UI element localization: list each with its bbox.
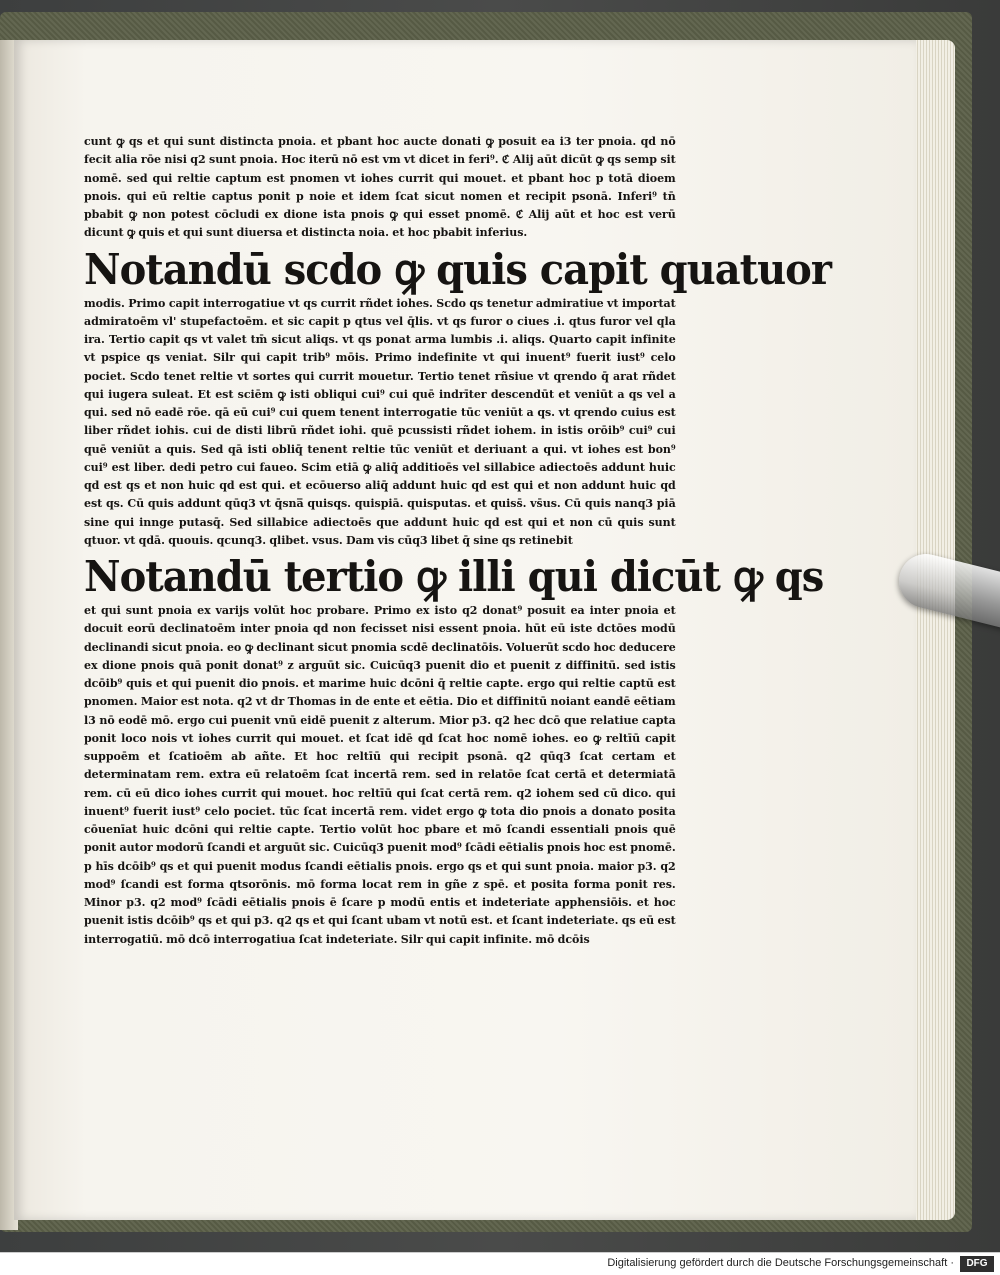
heading-notandum-tertio: Notandū tertio ꝙ illi qui dicūt ꝙ qs: [84, 551, 824, 602]
book-page: [14, 40, 916, 1220]
paragraph-tertio: et qui sunt pnoia ex varijs volūt hoc probare. Primo ex isto q2 donat⁹ posuit ea inter pnoia et docuit eorū declinatoēm inter pnoia qd non fecisset nisi essent pnoia. hūt eū iste dctōes modū declinandi sicut pnoia. eo ꝙ declinant sicut pnomia scdē declinatōis. Voluerūt scdo hoc deducere ex dione pnois quā ponit donat⁹ z arguūt sic. Cuicūq3 puenit dio et puenit z diffinitū. sed istis dcōib⁹ quis et qui puenit dio pnois. et marime huic dcōni q̄ reltie capte. ergo qui reltie captū est pnomen. Maior est nota. q2 vt dr Thomas in de ente et eētia. Dio et diffinitū noiant eandē eētiam l3 nō eodē mō. ergo cui puenit vnū eidē puenit z alterum. Mior p3. q2 hec dcō que relatiue capta ponit loco nois vt iohes currit qui mouet. et ſcat idē qd ſcat hoc nomē iohes. eo ꝙ reltīū capit suppoēm et ſcatioēm ab añte. Et hoc reltīū qui recipit psonā. q2 qūq3 ſcat certam et determinatam rem. extra eū relatoēm ſcat incertā rem. sed in relatōe ſcat certā et determiatā rem. cū eū dico iohes currit qui mouet. hoc reltīū qui ſcat certā rem. q2 iohem sed cū dico. qui inuent⁹ fuerit iust⁹ celo pociet. tūc ſcat incertā rem. videt ergo ꝙ tota dio pnois a donato posita cōuenīat huic dcōni qui reltie capte. Tertio volūt hoc pbare et mō ſcandi essentiali pnois quē ponit autor modorū ſcandi et arguūt sic. Cuicūq3 puenit mod⁹ ſcādi eētialis pnois hoc est pnomē. p hīs dcōib⁹ qs et qui puenit modus ſcandi eētialis pnois. ergo qs et qui sunt pnoia. maior p3. q2 mod⁹ ſcandi est forma qtsorōnis. mō forma locat rem in gñe z spē. et posita forma ponit res. Minor p3. q2 mod⁹ ſcādi eētialis pnois ē ſcare p modū entis et indeteriate apphensiōis. et hoc puenit istis dcōib⁹ qs et qui p3. q2 qs et qui ſcant ubam vt notū est. et ſcant indeteriate. qs eū est interrogatiū. mō dcō interrogatiua ſcat indeteriate. Silr qui capit infinite. mō dcōis: [84, 603, 676, 946]
text-block: [84, 132, 831, 948]
intro-paragraph: cunt ꝙ qs et qui sunt distincta pnoia. et pbant hoc aucte donati ꝙ posuit ea i3 ter pnoia. qd nō fecit alia rōe nisi q2 sunt pnoia. Hoc iterū nō est vm vt dicet in feri⁹. ℭ Alij aūt dicūt ꝙ qs semp sit nomē. sed qui reltie captum est pnomen vt iohes currit qui mouet. et pbant hoc p totā dioem pnois. qui eū reltie captus ponit p noie et idem ſcat sicut nomen et recipit psonā. Inferi⁹ tn̄ pbabit ꝙ non potest cōcludi ex dione ista pnois ꝙ qui esset pnomē. ℭ Alij aūt et hoc est verū dicunt ꝙ quis et qui sunt diuersa et distincta noia. et hoc pbabit inferius.: [84, 134, 676, 240]
funding-credit: Digitalisierung gefördert durch die Deutsche Forschungsgemeinschaft ·: [607, 1257, 954, 1269]
dfg-logo: DFG: [960, 1256, 994, 1272]
paragraph-secundo: modis. Primo capit interrogatiue vt qs currit rñdet iohes. Scdo qs tenetur admiratiue vt importat admiratoēm vl' stupefactoēm. et sic capit p qtus vel q̄lis. vt qs furor o ciues .i. qtus furor vel qla ira. Tertio capit qs vt valet tm̄ sicut aliqs. vt qs ponat arma lumbis .i. aliqs. Quarto capit infinite vt pspice qs veniat. Silr qui capit trib⁹ mōis. Primo indefinite vt qui inuent⁹ fuerit iust⁹ celo pociet. Scdo tenet reltie vt sortes qui currit mouetur. Tertio tenet rñsiue vt qrendo q̄ arat rñdet qui iugera suleat. Et est sciēm ꝙ isti obliqui cui⁹ cui quē indrīter descendūt et veniūt a qs vel a qui. sed nō eadē rōe. qā eū cui⁹ cui quem tenent interrogatie tūc veniūt a qs. vt qrendo cuius est liber rñdet iohis. cui de disti librū rñdet iohi. quē pcussisti rñdet iohem. in istis orōib⁹ cui⁹ cui quē veniūt a quis. Sed qā isti obliq̄ tenent reltie tūc veniūt et deriuant a qui. vt iohes est bon⁹ cui⁹ est liber. dedi petro cui faueo. Scim etiā ꝙ aliq̄ additioēs vel sillabice adiectoēs addunt huic qd est qs et non huic qd est qui. et ecōuerso aliq̄ addunt huic qd est qui et non addunt huic qd est qs. Cū quis addunt qūq3 vt q̄sna̅ quisqs. quispiā. quisputas. et quiss̄. vs̄us. Cū quis nanq3 piā sine qui innge putasq̄. Sed sillabice adiectoēs que addunt huic qd est qui et non cū quis sunt qtuor. vt qdā. quouis. qcunq3. qlibet. vsus. Dam vis cūq3 libet q̄ sine qs retinebit: [84, 295, 676, 547]
heading-notandum-secundo: Notandū scdo ꝙ quis capit quatuor: [84, 244, 831, 294]
footer-bar: [0, 1252, 1000, 1275]
